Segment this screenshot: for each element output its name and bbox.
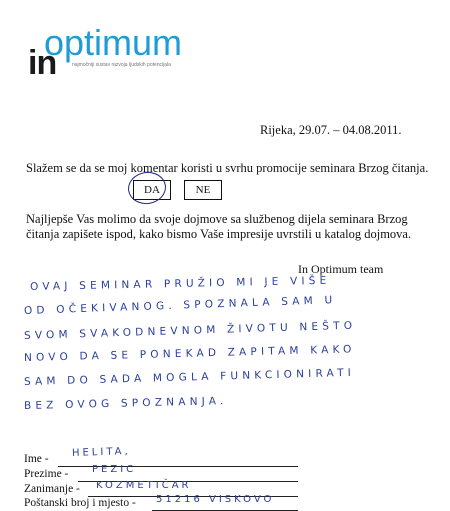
form-date: Rijeka, 29.07. – 04.08.2011. (260, 123, 402, 137)
instructions-line-1: Najljepše Vas molimo da svoje dojmove sa službenog dijela seminara Brzog (26, 212, 408, 226)
field-value-postanski[interactable]: 51216 VISKOVO (156, 494, 275, 505)
field-value-prezime[interactable]: PEZIC (92, 464, 137, 475)
handwriting-line: SVOM SVAKODNEVNOM ŽIVOTU NEŠTO (23, 319, 357, 342)
field-label-zanimanje: Zanimanje - (24, 483, 80, 495)
team-signature: In Optimum team (298, 262, 384, 276)
handwriting-line: SAM DO SADA MOGLA FUNKCIONIRATI (23, 366, 356, 388)
instructions-line-2: čitanja zapišete ispod, kako bismo Vaše impresije uvrstili u katalog dojmova. (26, 227, 412, 241)
field-value-zanimanje[interactable]: KOZMETIČAR (96, 480, 192, 491)
logo-in-text: in (28, 44, 57, 82)
logo-optimum-text: optimum (44, 22, 183, 63)
field-value-ime[interactable]: HELITA, (71, 445, 131, 460)
option-da-box[interactable]: DA (133, 180, 171, 200)
logo-tagline: najmočniji sustav razvoja ljudskih potencijala (72, 62, 171, 68)
consent-text: Slažem se da se moj komentar koristi u svrhu promocije seminara Brzog čitanja. (26, 161, 429, 175)
field-label-ime: Ime - (24, 453, 49, 465)
handwriting-line: NOVO DA SE PONEKAD ZAPITAM KAKO (23, 343, 356, 364)
instructions-text (26, 212, 426, 242)
handwriting-line: OVAJ SEMINAR PRUŽIO MI JE VIŠE (29, 274, 331, 293)
handwriting-line: OD OČEKIVANOG. SPOZNALA SAM U (23, 294, 337, 317)
handwriting-line: BEZ OVOG SPOZNANJA. (23, 395, 228, 412)
field-label-prezime: Prezime - (24, 468, 69, 480)
field-label-postanski: Poštanski broj i mjesto - (24, 497, 136, 509)
option-ne-box[interactable]: NE (184, 180, 222, 200)
